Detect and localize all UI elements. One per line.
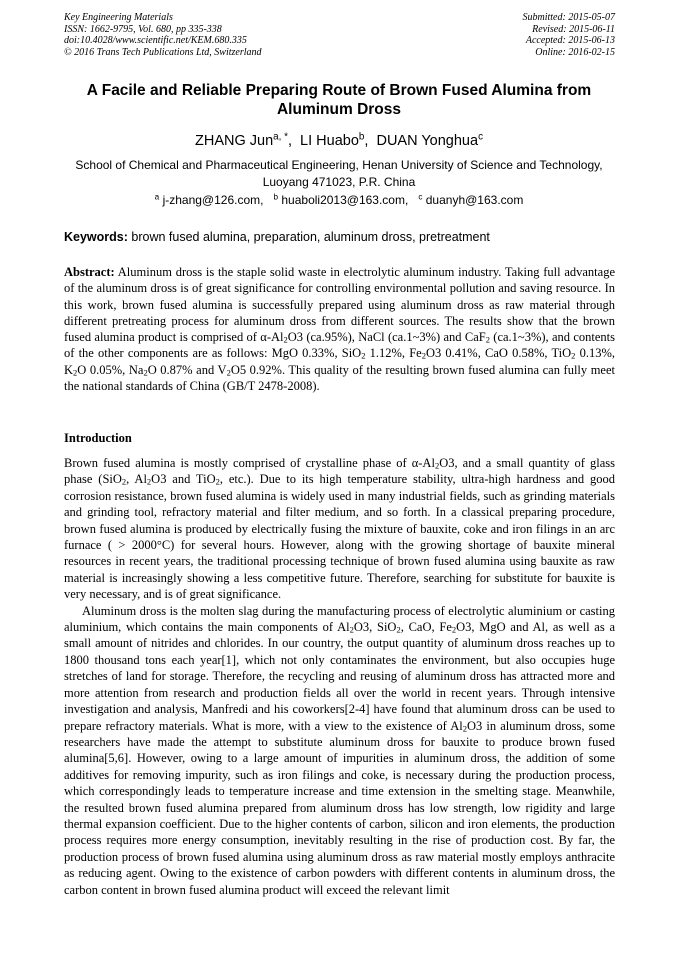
author-mark: b <box>358 131 365 143</box>
paragraph: Brown fused alumina is mostly comprised of crystalline phase of $\alpha-Al_2O3$, and a small quantity of glass phase (SiO$_2$, $Al_2O3$ and TiO$_2$, etc.). Due to its high temperature stability, ultra-high hardness and good corrosion resistance, brown fused alumina is widely used in many industrial fields, such as grinding materials and grinding tool, refractory material and filter medium, and so forth. In a classical preparing procedure, brown fused alumina is produced by electrically fusing the mixture of bauxite, coke and iron filings in an arc furnace ( > 2000°C) for several hours. However, along with the growing shortage of bauxite mineral resources in recent years, the traditional processing technique of brown fused alumina using bauxite as raw material is increasingly showing a less competitive future. Therefore, searching for substitute for bauxite is very necessary, and is of great significance. <box>64 456 616 602</box>
online-date: Online: 2016-02-15 <box>535 46 615 58</box>
title-line-1: A Facile and Reliable Preparing Route of Brown Fused Alumina from <box>86 82 592 99</box>
journal-info <box>64 12 262 58</box>
email-list: $^a$ j-zhang@126.com, $^b$ huaboli2013@163.com, $^c$ duanyh@163.com <box>154 192 524 207</box>
submitted-date: Submitted: 2015-05-07 <box>522 12 615 23</box>
email-address[interactable]: duanyh@163.com <box>425 193 524 207</box>
author-name: DUAN Yonghua <box>376 133 479 149</box>
keywords <box>64 229 616 245</box>
author-name: LI Huabo <box>300 133 359 149</box>
email-mark: b <box>273 192 279 202</box>
email-address[interactable]: j-zhang@126.com <box>162 193 261 207</box>
keywords-text: brown fused alumina, preparation, aluminum dross, pretreatment <box>131 230 490 244</box>
introduction-body <box>64 455 615 898</box>
paragraph: Aluminum dross is the molten slag during the manufacturing process of electrolytic aluminium or casting aluminium, which contains the main components of $Al_2O3$, SiO$_2$, CaO, $Fe_2O3$, MgO and Al, as well as a small amount of nitrides and chlorides. In our country, the output quantity of aluminum dross reaches up to 1800 thousand tons each year[1], which not only contaminates the environment, but also occupies huge stretches of land for storage. Therefore, the recycling and reusing of aluminum dross has attracted more and more attention from research and production fields all over the world in recent years. Through intensive investigation and analysis, Manfredi and his coworkers[2-4] have found that aluminum dross can be used to prepare refractory materials. What is more, with a view to the existence of $Al_2O3$ in aluminum dross, some researchers have made the attempt to substitute aluminum dross for bauxite to produce brown fused alumina[5,6]. However, owing to a large amount of impurities in aluminum dross, the addition of some additives for removing impurity, such as iron filings and coke, is necessary during the production process, which correspondingly leads to temperature increase and time extension in the smelting stage. Meanwhile, the resulted brown fused alumina prepared from aluminum dross has low strength, low rigidity and large thermal expansion coefficient. Due to the higher contents of carbon, silicon and iron elements, the production process requires more energy consumption, inevitably resulting in the rise of production cost. By far, the production process of brown fused alumina using aluminum dross as raw material mostly employs anthracite as reducing agent. Owing to the existence of carbon powders with different contents in aluminum dross, the carbon content in brown fused alumina product will exceed the relevant limit <box>64 603 616 897</box>
keywords-label: Keywords: <box>64 230 128 244</box>
author-list: ZHANG Jun$^{a, *}$, LI Huabo$^b$, DUAN Yonghua$^c$ <box>195 131 483 149</box>
author-mark: a, * <box>273 131 288 143</box>
issn-line: ISSN: 1662-9795, Vol. 680, pp 335-338 <box>64 23 222 35</box>
email-mark: c <box>418 192 423 202</box>
copyright-line: © 2016 Trans Tech Publications Ltd, Switzerland <box>64 46 262 58</box>
title-line-2: Aluminum Dross <box>276 101 401 118</box>
author-name: ZHANG Jun <box>195 133 274 149</box>
doi-link[interactable]: doi:10.4028/www.scientific.net/KEM.680.335 <box>64 35 247 47</box>
revised-date: Revised: 2015-06-11 <box>532 23 615 35</box>
publication-dates <box>523 12 616 58</box>
paper-title <box>40 81 638 119</box>
email-mark: a <box>154 192 160 202</box>
abstract-text: Aluminum dross is the staple solid waste in electrolytic aluminum industry. Taking full advantage of the aluminum dross is of great significance for controlling environmental pollution and saving resource. In this work, brown fused alumina is successfully prepared using aluminum dross as raw material through different pretreating process for aluminum dross from different sources. The results show that the brown fused alumina product is comprised of $\alpha-Al_2O3$ (ca.95%), NaCl (ca.1~3%) and CaF$_2$ (ca.1~3%), and contents of the other components are as follows: MgO 0.33%, SiO$_2$ 1.12%, $Fe_2O3$ 0.41%, CaO 0.58%, TiO$_2$ 0.13%, $K_2O$ 0.05%, $Na_2O$ 0.87% and $V_2O5$ 0.92%. This quality of the resulting brown fused alumina can fully meet the national standards of China (GB/T 2478-2008). <box>64 265 615 394</box>
affiliation: School of Chemical and Pharmaceutical Engineering, Henan University of Science and Technology, Luoyang 471023, P.R. China <box>75 158 603 189</box>
accepted-date: Accepted: 2015-06-13 <box>525 35 615 47</box>
email-address[interactable]: huaboli2013@163.com <box>281 193 405 207</box>
abstract <box>64 264 615 394</box>
abstract-label: Abstract: <box>64 265 115 279</box>
journal-name: Key Engineering Materials <box>64 12 173 23</box>
section-heading-introduction: Introduction <box>64 431 132 445</box>
author-mark: c <box>478 131 483 143</box>
